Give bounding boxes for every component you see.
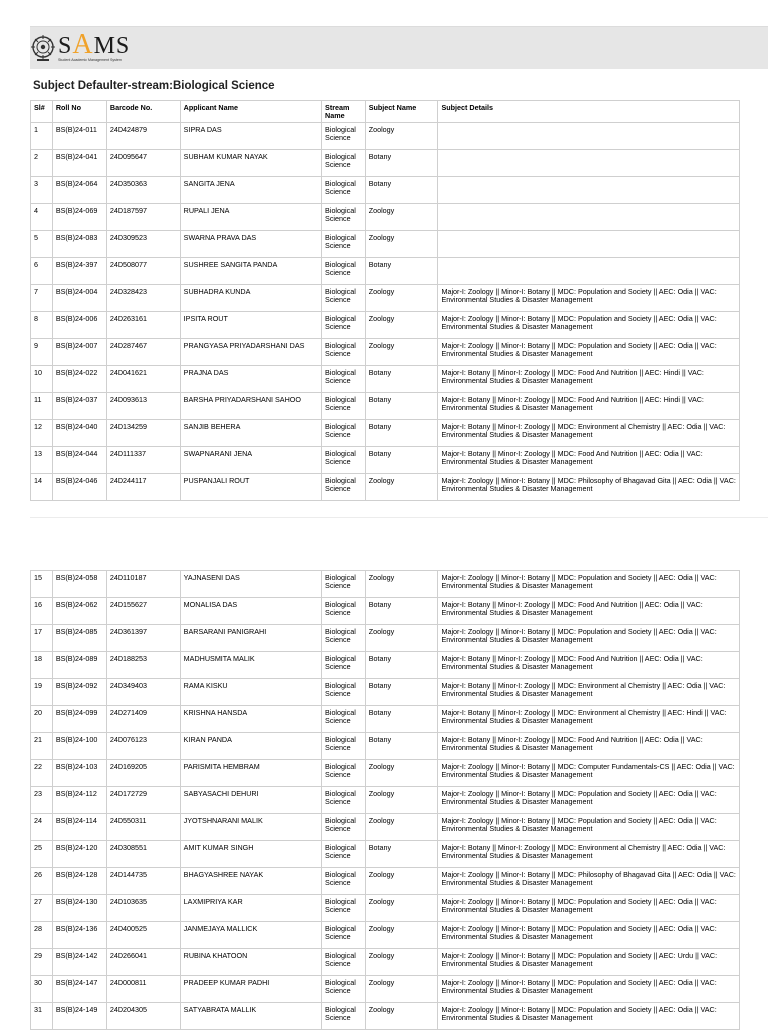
table-cell: 24D111337 [106, 447, 180, 474]
table-cell: 24D309523 [106, 231, 180, 258]
table-cell: Botany [365, 733, 438, 760]
table-cell: 11 [31, 393, 53, 420]
table-cell: RUPALI JENA [180, 204, 321, 231]
table-cell: BS(B)24-114 [52, 814, 106, 841]
table-cell: 9 [31, 339, 53, 366]
table-cell: SABYASACHI DEHURI [180, 787, 321, 814]
table-cell: Zoology [365, 922, 438, 949]
table-cell: SUSHREE SANGITA PANDA [180, 258, 321, 285]
table-cell: Zoology [365, 868, 438, 895]
table-cell: 24D550311 [106, 814, 180, 841]
table-cell [438, 258, 740, 285]
table-cell: BS(B)24-041 [52, 150, 106, 177]
column-header: Barcode No. [106, 101, 180, 123]
table-cell: 31 [31, 1003, 53, 1030]
table-cell: Biological Science [322, 366, 366, 393]
table-cell: Major-I: Zoology || Minor-I: Botany || MDC: Population and Society || AEC: Odia || VAC: Environmental Studies & Disaster Management [438, 895, 740, 922]
table-cell: MADHUSMITA MALIK [180, 652, 321, 679]
table-cell: Biological Science [322, 652, 366, 679]
table-cell: SWAPNARANI JENA [180, 447, 321, 474]
table-row [31, 598, 740, 625]
table-row [31, 312, 740, 339]
table-cell: 24D076123 [106, 733, 180, 760]
table-cell: Major-I: Botany || Minor-I: Zoology || MDC: Environment al Chemistry || AEC: Hindi || VAC: Environmental Studies & Disaster Management [438, 706, 740, 733]
table-cell: 1 [31, 123, 53, 150]
table-cell: Major-I: Zoology || Minor-I: Botany || MDC: Philosophy of Bhagavad Gita || AEC: Odia || VAC: Environmental Studies & Disaster Management [438, 868, 740, 895]
table-cell: 7 [31, 285, 53, 312]
table-cell: 10 [31, 366, 53, 393]
table-cell: BS(B)24-007 [52, 339, 106, 366]
table-cell: Biological Science [322, 285, 366, 312]
table-cell: Botany [365, 420, 438, 447]
table-cell: BS(B)24-040 [52, 420, 106, 447]
table-cell: Biological Science [322, 420, 366, 447]
table-cell [438, 177, 740, 204]
table-cell: SANGITA JENA [180, 177, 321, 204]
table-row [31, 841, 740, 868]
table-cell: Zoology [365, 787, 438, 814]
table-cell: BS(B)24-069 [52, 204, 106, 231]
table-row [31, 571, 740, 598]
column-header: Subject Name [365, 101, 438, 123]
table-cell: Major-I: Botany || Minor-I: Zoology || MDC: Food And Nutrition || AEC: Odia || VAC: Environmental Studies & Disaster Management [438, 447, 740, 474]
table-cell: AMIT KUMAR SINGH [180, 841, 321, 868]
table-cell: 24D093613 [106, 393, 180, 420]
table-cell: 24D350363 [106, 177, 180, 204]
table-cell: BHAGYASHREE NAYAK [180, 868, 321, 895]
column-header: Sl# [31, 101, 53, 123]
table-cell: Biological Science [322, 339, 366, 366]
table-cell: 27 [31, 895, 53, 922]
table-cell: BS(B)24-092 [52, 679, 106, 706]
table-cell: 22 [31, 760, 53, 787]
table-cell: Major-I: Botany || Minor-I: Zoology || MDC: Environment al Chemistry || AEC: Odia || VAC: Environmental Studies & Disaster Management [438, 420, 740, 447]
table-cell: 16 [31, 598, 53, 625]
table-cell: 24D271409 [106, 706, 180, 733]
table-row [31, 366, 740, 393]
table-row [31, 339, 740, 366]
odisha-emblem-icon [30, 33, 56, 63]
table-cell: PRANGYASA PRIYADARSHANI DAS [180, 339, 321, 366]
table-cell: Biological Science [322, 625, 366, 652]
table-cell: Biological Science [322, 787, 366, 814]
table-cell: BS(B)24-099 [52, 706, 106, 733]
table-cell: Zoology [365, 976, 438, 1003]
table-row [31, 150, 740, 177]
table-cell: Botany [365, 393, 438, 420]
table-cell: BS(B)24-006 [52, 312, 106, 339]
table-cell: Zoology [365, 949, 438, 976]
table-cell: Biological Science [322, 922, 366, 949]
table-cell: 5 [31, 231, 53, 258]
table-cell: 24D287467 [106, 339, 180, 366]
table-cell: 24D095647 [106, 150, 180, 177]
table-cell: 15 [31, 571, 53, 598]
table-cell: BS(B)24-085 [52, 625, 106, 652]
defaulter-table-page-1 [30, 100, 740, 501]
table-cell: BS(B)24-046 [52, 474, 106, 501]
table-row [31, 949, 740, 976]
table-cell: 24D187597 [106, 204, 180, 231]
table-cell: BS(B)24-044 [52, 447, 106, 474]
table-cell [438, 123, 740, 150]
table-cell: Botany [365, 706, 438, 733]
table-cell: 24D308551 [106, 841, 180, 868]
table-cell: Major-I: Botany || Minor-I: Zoology || MDC: Environment al Chemistry || AEC: Odia || VAC: Environmental Studies & Disaster Management [438, 841, 740, 868]
table-row [31, 258, 740, 285]
table-cell: Zoology [365, 760, 438, 787]
table-cell: Botany [365, 366, 438, 393]
table-cell: Botany [365, 841, 438, 868]
table-cell: Major-I: Botany || Minor-I: Zoology || MDC: Food And Nutrition || AEC: Odia || VAC: Environmental Studies & Disaster Management [438, 598, 740, 625]
table-cell: BS(B)24-120 [52, 841, 106, 868]
table-cell: 4 [31, 204, 53, 231]
column-header: Roll No [52, 101, 106, 123]
table-cell: 24D134259 [106, 420, 180, 447]
table-cell: 19 [31, 679, 53, 706]
table-cell: BS(B)24-130 [52, 895, 106, 922]
table-cell: KRISHNA HANSDA [180, 706, 321, 733]
table-cell: BS(B)24-103 [52, 760, 106, 787]
table-cell: Major-I: Zoology || Minor-I: Botany || MDC: Population and Society || AEC: Odia || VAC: Environmental Studies & Disaster Management [438, 285, 740, 312]
table-cell: Zoology [365, 895, 438, 922]
table-cell: Botany [365, 652, 438, 679]
table-cell: PUSPANJALI ROUT [180, 474, 321, 501]
table-cell: Botany [365, 679, 438, 706]
table-cell: 24D508077 [106, 258, 180, 285]
table-cell: BS(B)24-089 [52, 652, 106, 679]
table-cell: 24D041621 [106, 366, 180, 393]
table-row [31, 625, 740, 652]
column-header: Applicant Name [180, 101, 321, 123]
table-cell: BS(B)24-058 [52, 571, 106, 598]
table-cell: 13 [31, 447, 53, 474]
table-cell: LAXMIPRIYA KAR [180, 895, 321, 922]
table-cell: RUBINA KHATOON [180, 949, 321, 976]
table-cell: 17 [31, 625, 53, 652]
table-cell: 23 [31, 787, 53, 814]
table-cell: Biological Science [322, 706, 366, 733]
table-row [31, 285, 740, 312]
page-header [30, 26, 768, 69]
table-cell: Biological Science [322, 949, 366, 976]
table-row [31, 393, 740, 420]
table-cell: Biological Science [322, 733, 366, 760]
table-cell: Zoology [365, 474, 438, 501]
table-cell [438, 204, 740, 231]
table-cell: 24D188253 [106, 652, 180, 679]
table-cell: Major-I: Zoology || Minor-I: Botany || MDC: Computer Fundamentals-CS || AEC: Odia || VAC: Environmental Studies & Disaster Management [438, 760, 740, 787]
table-cell: Biological Science [322, 177, 366, 204]
table-cell: 24D172729 [106, 787, 180, 814]
table-cell: 25 [31, 841, 53, 868]
column-header: Subject Details [438, 101, 740, 123]
table-cell: SATYABRATA MALLIK [180, 1003, 321, 1030]
table-cell: 3 [31, 177, 53, 204]
sams-logo [30, 31, 150, 67]
table-cell: Biological Science [322, 841, 366, 868]
table-cell: BARSARANI PANIGRAHI [180, 625, 321, 652]
table-cell: 24 [31, 814, 53, 841]
table-cell: Zoology [365, 625, 438, 652]
table-cell: RAMA KISKU [180, 679, 321, 706]
table-cell: JYOTSHNARANI MALIK [180, 814, 321, 841]
table-cell: Major-I: Zoology || Minor-I: Botany || MDC: Population and Society || AEC: Odia || VAC: Environmental Studies & Disaster Management [438, 787, 740, 814]
table-row [31, 447, 740, 474]
table-cell [438, 150, 740, 177]
table-row [31, 474, 740, 501]
table-cell: 24D110187 [106, 571, 180, 598]
table-row [31, 814, 740, 841]
table-cell: Zoology [365, 1003, 438, 1030]
table-cell: Major-I: Zoology || Minor-I: Botany || MDC: Population and Society || AEC: Odia || VAC: Environmental Studies & Disaster Management [438, 312, 740, 339]
table-cell: 2 [31, 150, 53, 177]
table-cell: Biological Science [322, 868, 366, 895]
table-row [31, 420, 740, 447]
table-cell: 24D263161 [106, 312, 180, 339]
table-cell: 24D144735 [106, 868, 180, 895]
table-row [31, 231, 740, 258]
table-cell: BS(B)24-149 [52, 1003, 106, 1030]
table-cell: 14 [31, 474, 53, 501]
table-cell: SWARNA PRAVA DAS [180, 231, 321, 258]
table-cell: Major-I: Botany || Minor-I: Zoology || MDC: Food And Nutrition || AEC: Odia || VAC: Environmental Studies & Disaster Management [438, 733, 740, 760]
table-cell: SIPRA DAS [180, 123, 321, 150]
table-cell: 18 [31, 652, 53, 679]
table-cell: Major-I: Zoology || Minor-I: Botany || MDC: Population and Society || AEC: Odia || VAC: Environmental Studies & Disaster Management [438, 625, 740, 652]
table-cell: 12 [31, 420, 53, 447]
table-cell: BS(B)24-064 [52, 177, 106, 204]
table-cell: 29 [31, 949, 53, 976]
table-cell: SANJIB BEHERA [180, 420, 321, 447]
table-cell: BS(B)24-128 [52, 868, 106, 895]
table-cell: Major-I: Zoology || Minor-I: Botany || MDC: Population and Society || AEC: Odia || VAC: Environmental Studies & Disaster Management [438, 922, 740, 949]
table-cell: Biological Science [322, 393, 366, 420]
table-cell: KIRAN PANDA [180, 733, 321, 760]
table-cell: Biological Science [322, 231, 366, 258]
table-cell: Major-I: Botany || Minor-I: Zoology || MDC: Food And Nutrition || AEC: Odia || VAC: Environmental Studies & Disaster Management [438, 652, 740, 679]
table-cell: Zoology [365, 231, 438, 258]
table-cell: BARSHA PRIYADARSHANI SAHOO [180, 393, 321, 420]
table-cell: BS(B)24-011 [52, 123, 106, 150]
table-cell: 28 [31, 922, 53, 949]
table-cell: Biological Science [322, 814, 366, 841]
table-row [31, 123, 740, 150]
table-cell: 8 [31, 312, 53, 339]
table-row [31, 733, 740, 760]
table-cell: Zoology [365, 571, 438, 598]
table-cell: 24D361397 [106, 625, 180, 652]
table-cell: BS(B)24-112 [52, 787, 106, 814]
table-cell: YAJNASENI DAS [180, 571, 321, 598]
table-cell: Biological Science [322, 760, 366, 787]
table-cell: 6 [31, 258, 53, 285]
table-cell: Major-I: Botany || Minor-I: Zoology || MDC: Environment al Chemistry || AEC: Odia || VAC: Environmental Studies & Disaster Management [438, 679, 740, 706]
table-cell: BS(B)24-022 [52, 366, 106, 393]
table-cell: Zoology [365, 814, 438, 841]
column-header: Stream Name [322, 101, 366, 123]
table-row [31, 177, 740, 204]
table-cell: 24D266041 [106, 949, 180, 976]
table-cell: 24D244117 [106, 474, 180, 501]
table-cell: Biological Science [322, 150, 366, 177]
table-cell: Major-I: Zoology || Minor-I: Botany || MDC: Population and Society || AEC: Urdu || VAC: Environmental Studies & Disaster Management [438, 949, 740, 976]
table-cell: Botany [365, 258, 438, 285]
table-cell: BS(B)24-037 [52, 393, 106, 420]
table-cell: Biological Science [322, 976, 366, 1003]
table-cell: 24D400525 [106, 922, 180, 949]
table-row [31, 1003, 740, 1030]
table-cell: PRADEEP KUMAR PADHI [180, 976, 321, 1003]
defaulter-table-page-2 [30, 570, 740, 1030]
table-cell: Botany [365, 150, 438, 177]
table-cell: 24D169205 [106, 760, 180, 787]
table-row [31, 868, 740, 895]
table-cell: Major-I: Zoology || Minor-I: Botany || MDC: Philosophy of Bhagavad Gita || AEC: Odia || VAC: Environmental Studies & Disaster Management [438, 474, 740, 501]
table-cell: BS(B)24-136 [52, 922, 106, 949]
table-cell: BS(B)24-100 [52, 733, 106, 760]
table-cell: 24D103635 [106, 895, 180, 922]
table-cell [438, 231, 740, 258]
table-cell: MONALISA DAS [180, 598, 321, 625]
table-cell: Major-I: Zoology || Minor-I: Botany || MDC: Population and Society || AEC: Odia || VAC: Environmental Studies & Disaster Management [438, 339, 740, 366]
table-cell: PRAJNA DAS [180, 366, 321, 393]
table-cell: PARISMITA HEMBRAM [180, 760, 321, 787]
table-cell: SUBHADRA KUNDA [180, 285, 321, 312]
table-row [31, 976, 740, 1003]
table-cell: BS(B)24-004 [52, 285, 106, 312]
table-cell: Biological Science [322, 1003, 366, 1030]
table-row [31, 787, 740, 814]
table-cell: 24D204305 [106, 1003, 180, 1030]
table-cell: Zoology [365, 204, 438, 231]
table-cell: IPSITA ROUT [180, 312, 321, 339]
table-cell: BS(B)24-397 [52, 258, 106, 285]
table-cell: SUBHAM KUMAR NAYAK [180, 150, 321, 177]
table-cell: Biological Science [322, 679, 366, 706]
table-cell: Biological Science [322, 204, 366, 231]
table-cell: Botany [365, 598, 438, 625]
table-cell: BS(B)24-062 [52, 598, 106, 625]
table-cell: Biological Science [322, 447, 366, 474]
table-cell: Biological Science [322, 571, 366, 598]
table-cell: Major-I: Zoology || Minor-I: Botany || MDC: Population and Society || AEC: Odia || VAC: Environmental Studies & Disaster Management [438, 1003, 740, 1030]
table-cell: Biological Science [322, 312, 366, 339]
table-cell: Biological Science [322, 123, 366, 150]
table-row [31, 204, 740, 231]
table-cell: 24D000811 [106, 976, 180, 1003]
table-cell: BS(B)24-142 [52, 949, 106, 976]
table-row [31, 895, 740, 922]
page-title: Subject Defaulter-stream:Biological Science [33, 80, 275, 92]
table-cell: Botany [365, 447, 438, 474]
table-cell: Biological Science [322, 474, 366, 501]
table-cell: Biological Science [322, 598, 366, 625]
table-cell: Major-I: Botany || Minor-I: Zoology || MDC: Food And Nutrition || AEC: Hindi || VAC: Environmental Studies & Disaster Management [438, 393, 740, 420]
page-separator [30, 517, 768, 518]
table-cell: Botany [365, 177, 438, 204]
table-cell: Major-I: Botany || Minor-I: Zoology || MDC: Food And Nutrition || AEC: Hindi || VAC: Environmental Studies & Disaster Management [438, 366, 740, 393]
table-cell: 24D349403 [106, 679, 180, 706]
table-row [31, 652, 740, 679]
logo-subtitle: Student Academic Management System [58, 58, 122, 62]
table-row [31, 760, 740, 787]
table-cell: Major-I: Zoology || Minor-I: Botany || MDC: Population and Society || AEC: Odia || VAC: Environmental Studies & Disaster Management [438, 976, 740, 1003]
table-row [31, 706, 740, 733]
table-row [31, 922, 740, 949]
table-cell: Biological Science [322, 258, 366, 285]
table-cell: Biological Science [322, 895, 366, 922]
table-row [31, 679, 740, 706]
table-cell: BS(B)24-147 [52, 976, 106, 1003]
table-cell: JANMEJAYA MALLICK [180, 922, 321, 949]
table-cell: 20 [31, 706, 53, 733]
table-cell: Zoology [365, 285, 438, 312]
table-cell: Major-I: Zoology || Minor-I: Botany || MDC: Population and Society || AEC: Odia || VAC: Environmental Studies & Disaster Management [438, 814, 740, 841]
table-cell: Major-I: Zoology || Minor-I: Botany || MDC: Population and Society || AEC: Odia || VAC: Environmental Studies & Disaster Management [438, 571, 740, 598]
table-cell: 26 [31, 868, 53, 895]
table-cell: 30 [31, 976, 53, 1003]
logo-wordmark: SAMS [58, 29, 131, 60]
table-cell: 24D328423 [106, 285, 180, 312]
table-cell: Zoology [365, 123, 438, 150]
table-cell: 24D155627 [106, 598, 180, 625]
table-cell: BS(B)24-083 [52, 231, 106, 258]
table-header-row [31, 101, 740, 123]
table-cell: 24D424879 [106, 123, 180, 150]
table-cell: Zoology [365, 312, 438, 339]
table-cell: Zoology [365, 339, 438, 366]
table-cell: 21 [31, 733, 53, 760]
